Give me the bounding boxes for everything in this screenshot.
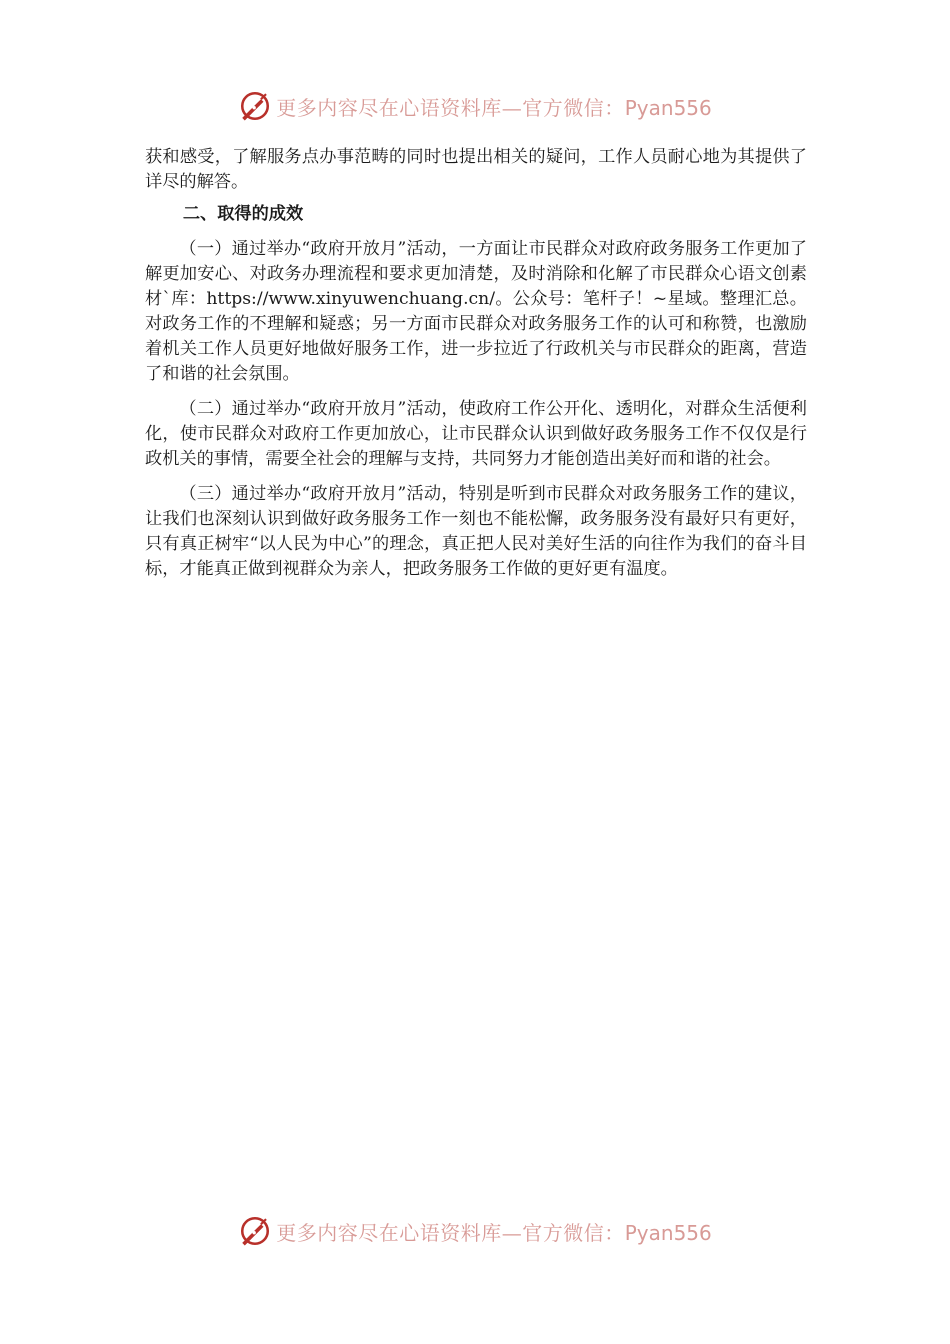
paragraph-2: （二）通过举办“政府开放月”活动，使政府工作公开化、透明化，对群众生活便利化，使市民群众对政府工作更加放心，让市民群众认识到做好政务服务工作不仅仅是行政机关的事情，需要全社会的理解与支持，共同努力才能创造出美好而和谐的社会。	[145, 399, 807, 469]
header-wechat-handle: Pyan556	[624, 95, 712, 120]
section-title: 二、取得的成效	[182, 204, 304, 224]
header-banner-text	[276, 92, 712, 121]
paragraph-3: （三）通过举办“政府开放月”活动，特别是听到市民群众对政务服务工作的建议，让我们也深刻认识到做好政务服务工作一刻也不能松懈，政务服务没有最好只有更好，只有真正树牢“以人民为中心”的理念，真正把人民对美好生活的向往作为我们的奋斗目标，才能真正做到视群众为亲人，把政务服务工作做的更好更有温度。	[145, 484, 807, 579]
footer-banner-text	[276, 1217, 712, 1246]
pen-nib-circle-icon	[238, 89, 272, 123]
header-banner	[0, 86, 950, 126]
intro-paragraph: 获和感受，了解服务点办事范畴的同时也提出相关的疑问，工作人员耐心地为其提供了详尽的解答。	[145, 147, 807, 192]
footer-banner	[0, 1211, 950, 1251]
pen-nib-circle-icon	[238, 1214, 272, 1248]
document-body	[145, 145, 807, 592]
paragraph-1: （一）通过举办“政府开放月”活动，一方面让市民群众对政府政务服务工作更加了解更加安心、对政务办理流程和要求更加清楚，及时消除和化解了市民群众心语文创素材`库：https://www.xinyuwenchuang.cn/。公众号：笔杆子！~星域。整理汇总。对政务工作的不理解和疑惑；另一方面市民群众对政务服务工作的认可和称赞，也激励着机关工作人员更好地做好服务工作，进一步拉近了行政机关与市民群众的距离，营造了和谐的社会氛围。	[145, 239, 807, 384]
footer-wechat-handle: Pyan556	[624, 1220, 712, 1245]
header-banner-label: 更多内容尽在心语资料库—官方微信：	[276, 95, 625, 120]
footer-banner-label: 更多内容尽在心语资料库—官方微信：	[276, 1220, 625, 1245]
